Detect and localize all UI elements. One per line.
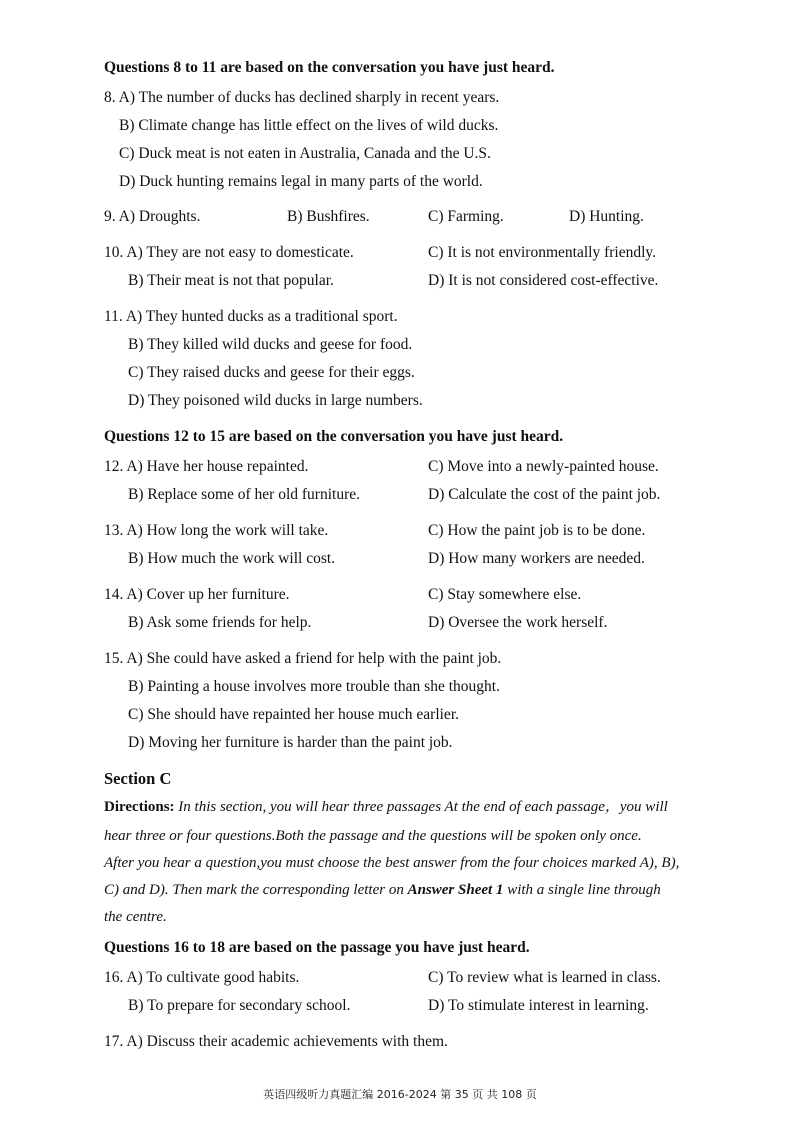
questions-12-15-header: Questions 12 to 15 are based on the conversation you have just heard. [104,428,564,445]
q13-option-b: B) How much the work will cost. [128,550,336,567]
directions-text-4c: with a single line through [503,882,661,898]
q10-option-c: C) It is not environmentally friendly. [428,244,657,261]
q13-option-d: D) How many workers are needed. [428,550,645,567]
q11-option-d: D) They poisoned wild ducks in large numbers. [128,392,423,409]
directions-line-3 [104,853,704,873]
q13-option-a: 13. A) How long the work will take. [104,522,329,539]
q9-option-b: B) Bushfires. [287,208,370,225]
q16-option-a: 16. A) To cultivate good habits. [104,969,300,986]
q11-option-c: C) They raised ducks and geese for their eggs. [128,364,415,381]
q12-option-b: B) Replace some of her old furniture. [128,486,360,503]
q14-option-c: C) Stay somewhere else. [428,586,582,603]
directions-text-1: In this section, you will hear three passages At the end of each passage，you will [178,799,668,815]
q10-option-b: B) Their meat is not that popular. [128,272,334,289]
directions-label: Directions: [104,799,175,815]
q11-option-b: B) They killed wild ducks and geese for food. [128,336,413,353]
answer-sheet-label: Answer Sheet 1 [407,882,504,898]
q10-option-a: 10. A) They are not easy to domesticate. [104,244,354,261]
q14-option-b: B) Ask some friends for help. [128,614,312,631]
q15-option-b: B) Painting a house involves more trouble than she thought. [128,678,500,695]
q13-option-c: C) How the paint job is to be done. [428,522,646,539]
directions-line-4 [104,880,704,900]
directions-text-5: the centre. [104,909,167,925]
q15-option-d: D) Moving her furniture is harder than the paint job. [128,734,453,751]
q8-option-c: C) Duck meat is not eaten in Australia, Canada and the U.S. [119,145,491,162]
q12-option-d: D) Calculate the cost of the paint job. [428,486,661,503]
q15-option-a: 15. A) She could have asked a friend for help with the paint job. [104,650,502,667]
q14-option-d: D) Oversee the work herself. [428,614,608,631]
q12-option-c: C) Move into a newly-painted house. [428,458,659,475]
q9-option-a: 9. A) Droughts. [104,208,201,225]
q11-option-a: 11. A) They hunted ducks as a traditional sport. [104,308,398,325]
questions-16-18-header: Questions 16 to 18 are based on the passage you have just heard. [104,939,530,956]
section-c-title: Section C [104,769,172,788]
directions-line-1 [104,797,704,817]
q8-option-d: D) Duck hunting remains legal in many parts of the world. [119,173,483,190]
q10-option-d: D) It is not considered cost-effective. [428,272,659,289]
directions-line-2 [104,826,704,846]
q15-option-c: C) She should have repainted her house much earlier. [128,706,459,723]
q8-option-b: B) Climate change has little effect on the lives of wild ducks. [119,117,499,134]
q16-option-c: C) To review what is learned in class. [428,969,661,986]
q14-option-a: 14. A) Cover up her furniture. [104,586,290,603]
q12-option-a: 12. A) Have her house repainted. [104,458,309,475]
q17-option-a: 17. A) Discuss their academic achievements with them. [104,1033,448,1050]
directions-text-2: hear three or four questions.Both the passage and the questions will be spoken only once. [104,828,642,844]
q8-option-a: 8. A) The number of ducks has declined sharply in recent years. [104,89,500,106]
q16-option-d: D) To stimulate interest in learning. [428,997,649,1014]
q9-option-c: C) Farming. [428,208,504,225]
directions-text-3: After you hear a question,you must choose the best answer from the four choices marked A), B), [104,855,680,871]
page-footer: 英语四级听力真题汇编 2016-2024 第 35 页 共 108 页 [263,1088,537,1101]
q9-option-d: D) Hunting. [569,208,644,225]
directions-line-5 [104,907,704,927]
questions-8-11-header: Questions 8 to 11 are based on the conversation you have just heard. [104,59,555,76]
directions-text-4a: C) and D). Then mark the corresponding letter on [104,882,408,898]
q16-option-b: B) To prepare for secondary school. [128,997,351,1014]
